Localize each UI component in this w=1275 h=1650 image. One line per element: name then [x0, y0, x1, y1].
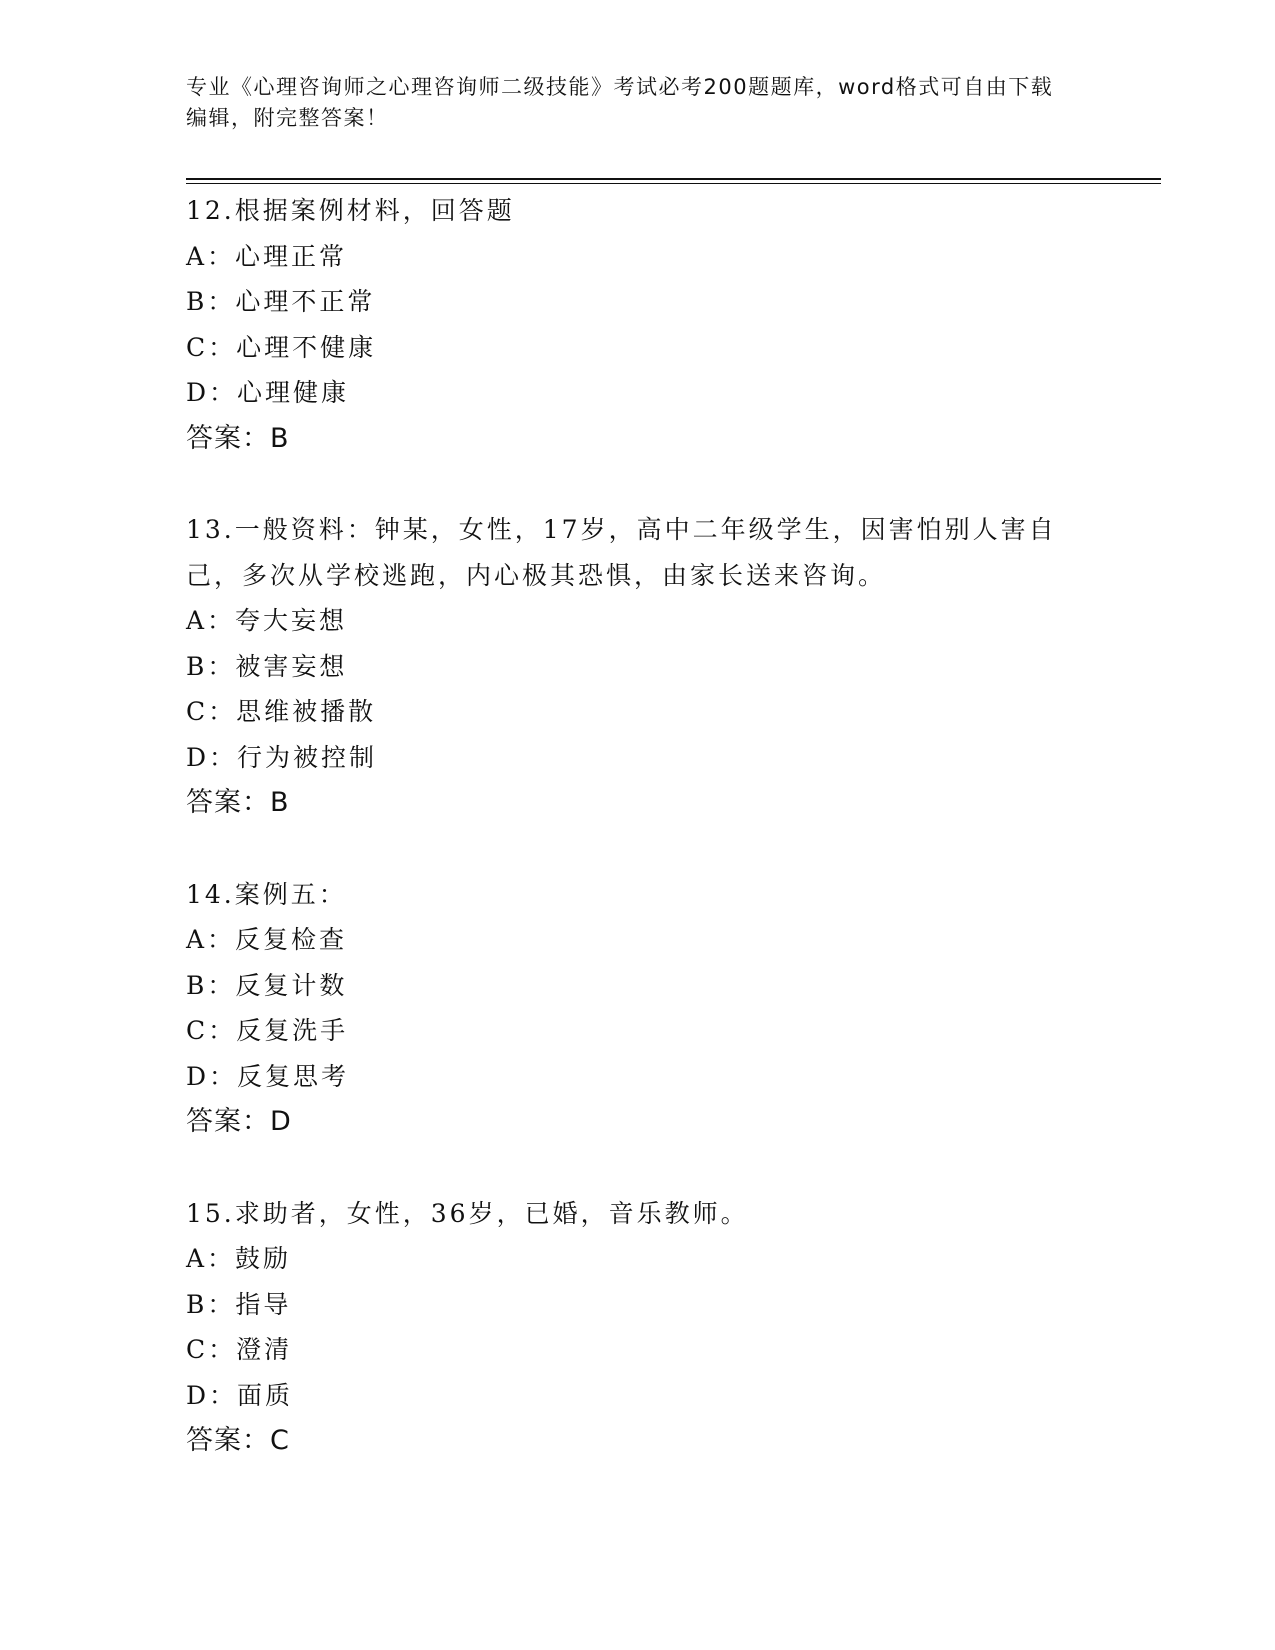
option-c: C：澄清: [186, 1335, 293, 1364]
question-15: [186, 1191, 1086, 1464]
option-c: C：心理不健康: [186, 332, 377, 362]
answer: 答案：B: [186, 787, 290, 818]
option-c: C：思维被播散: [186, 697, 377, 726]
document-header: 专业《心理咨询师之心理咨询师二级技能》考试必考200题题库，word格式可自由下载编辑，附完整答案！: [186, 75, 1054, 130]
option-d: D：反复思考: [186, 1061, 350, 1091]
option-a: A：鼓励: [186, 1244, 292, 1273]
option-a: A：心理正常: [186, 241, 348, 271]
answer: 答案：D: [186, 1106, 292, 1137]
answer: 答案：B: [186, 422, 290, 454]
question-text: 14.案例五：: [186, 879, 347, 909]
question-text: 15.求助者，女性，36岁，已婚，音乐教师。: [186, 1198, 749, 1228]
question-14: [186, 872, 1086, 1145]
option-a: A：反复检查: [186, 925, 348, 954]
option-d: D：心理健康: [186, 378, 350, 407]
option-a: A：夸大妄想: [186, 606, 348, 635]
option-b: B：心理不正常: [186, 287, 376, 316]
option-b: B：反复计数: [186, 970, 348, 1000]
option-d: D：行为被控制: [186, 742, 378, 772]
question-list: [186, 188, 1086, 1510]
option-b: B：指导: [186, 1289, 292, 1319]
question-text: 12.根据案例材料，回答题: [186, 196, 515, 225]
option-c: C：反复洗手: [186, 1016, 349, 1045]
question-text: 13.一般资料：钟某，女性，17岁，高中二年级学生，因害怕别人害自己，多次从学校逃跑，内心极其恐惧，由家长送来咨询。: [186, 515, 1057, 590]
question-13: [186, 507, 1086, 826]
option-d: D：面质: [186, 1380, 294, 1410]
answer: 答案：C: [186, 1425, 290, 1456]
header-divider: [186, 178, 1161, 184]
option-b: B：被害妄想: [186, 651, 348, 681]
question-12: [186, 188, 1086, 461]
